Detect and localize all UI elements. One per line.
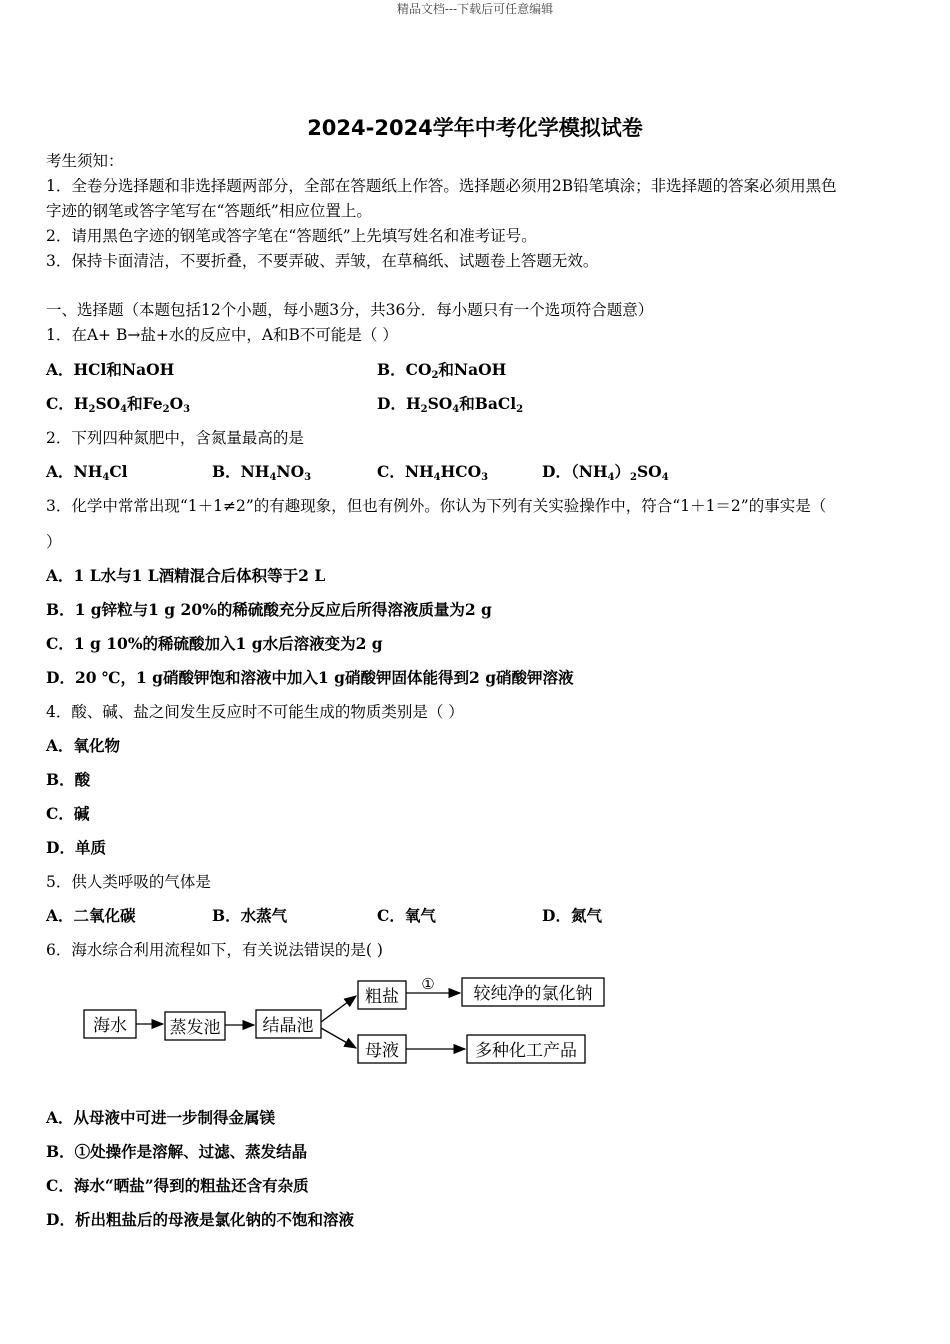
q3-option-b: B．1 g锌粒与1 g 20%的稀硫酸充分反应后所得溶液质量为2 g [46, 600, 492, 619]
section-heading: 一、选择题（本题包括12个小题，每小题3分，共36分．每小题只有一个选项符合题意） [46, 301, 654, 319]
notice-item-3: 3．保持卡面清洁，不要折叠，不要弄破、弄皱，在草稿纸、试题卷上答题无效。 [46, 252, 599, 270]
q5-option-d: D．氮气 [542, 906, 602, 925]
q5-option-b: B．水蒸气 [212, 906, 288, 925]
flow-diagram-svg [80, 972, 620, 1072]
q3-option-d: D．20 ℃，1 g硝酸钾饱和溶液中加入1 g硝酸钾固体能得到2 g硝酸钾溶液 [46, 668, 574, 687]
q1-option-d: D．$H_2SO_4$和BaCl$_2$ [377, 394, 524, 415]
seawater-flow-diagram [80, 972, 620, 1076]
notice-item-2: 2．请用黑色字迹的钢笔或答字笔在“答题纸”上先填写姓名和准考证号。 [46, 227, 537, 245]
q1-stem: 1．在A+ B→盐+水的反应中，A和B不可能是（ ） [46, 326, 398, 344]
header-note: 精品文档---下载后可任意编辑 [396, 2, 554, 16]
flow-label-chemical-products: 多种化工产品 [475, 1041, 577, 1061]
q1-option-b: B．$CO_2$和NaOH [377, 360, 507, 381]
q5-option-c: C．氧气 [377, 906, 436, 925]
q3-option-c: C．1 g 10%的稀硫酸加入1 g水后溶液变为2 g [46, 634, 383, 653]
flow-arrow-4 [321, 1028, 356, 1048]
q4-option-a: A．氧化物 [46, 736, 121, 755]
q1-option-a: A．HCl和NaOH [46, 360, 175, 379]
q4-option-b: B．酸 [46, 770, 91, 789]
flow-label-crystallization-pond: 结晶池 [262, 1016, 314, 1036]
q3-stem: 3．化学中常常出现“1＋1≠2”的有趣现象，但也有例外。你认为下列有关实验操作中，符合“1＋1＝2”的事实是（ [46, 497, 827, 515]
page-title: 2024-2024学年中考化学模拟试卷 [307, 116, 643, 140]
flow-label-evaporation-pond: 蒸发池 [169, 1018, 221, 1038]
notice-item-1-cont: 字迹的钢笔或答字笔写在“答题纸”相应位置上。 [46, 202, 372, 220]
q2-option-b: B．$NH_4NO_3$ [212, 462, 312, 483]
flow-arrow-3 [321, 996, 356, 1022]
flow-label-crude-salt: 粗盐 [365, 987, 399, 1007]
q3-stem-cont: ） [46, 533, 62, 551]
q2-option-a: A．$NH_4Cl$ [46, 462, 128, 483]
q6-option-a: A．从母液中可进一步制得金属镁 [46, 1108, 276, 1127]
q5-option-a: A．二氧化碳 [46, 906, 136, 925]
q4-option-c: C．碱 [46, 804, 90, 823]
q2-option-c: C．$NH_4HCO_3$ [377, 462, 489, 483]
q3-option-a: A．1 L水与1 L酒精混合后体积等于2 L [46, 566, 326, 585]
q6-option-b: B．①处操作是溶解、过滤、蒸发结晶 [46, 1142, 308, 1161]
q2-stem: 2．下列四种氮肥中，含氮量最高的是 [46, 429, 304, 447]
q6-option-d: D．析出粗盐后的母液是氯化钠的不饱和溶液 [46, 1210, 354, 1229]
q4-option-d: D．单质 [46, 838, 106, 857]
flow-label-mother-liquor: 母液 [365, 1041, 399, 1061]
notice-item-1: 1．全卷分选择题和非选择题两部分，全部在答题纸上作答。选择题必须用2B铅笔填涂；非选择题的答案必须用黑色 [46, 177, 837, 195]
q6-stem: 6．海水综合利用流程如下，有关说法错误的是( ) [46, 941, 383, 959]
flow-label-pure-nacl: 较纯净的氯化钠 [473, 984, 593, 1004]
q2-option-d: D．$(NH_4)_2SO_4$ [542, 462, 669, 483]
notice-heading: 考生须知： [46, 152, 124, 170]
q5-stem: 5．供人类呼吸的气体是 [46, 873, 211, 891]
q1-option-c: C．$H_2SO_4$和$Fe_2O_3$ [46, 394, 191, 415]
flow-step-marker: ① [421, 975, 435, 993]
q6-option-c: C．海水“晒盐”得到的粗盐还含有杂质 [46, 1176, 309, 1195]
flow-label-seawater: 海水 [93, 1016, 127, 1036]
q4-stem: 4．酸、碱、盐之间发生反应时不可能生成的物质类别是（ ） [46, 703, 464, 721]
